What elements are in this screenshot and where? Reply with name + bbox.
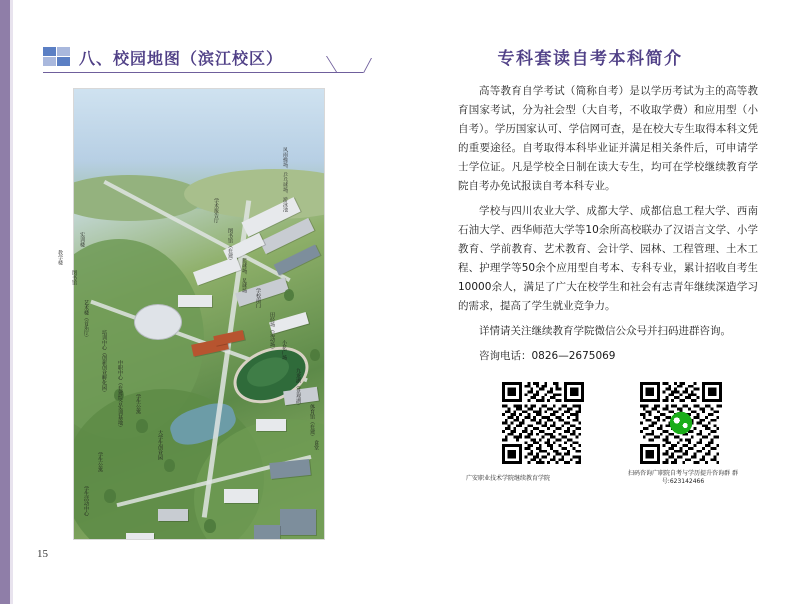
map-callout: 大学生创业园 (157, 430, 163, 460)
map-callout: 艺术楼（音乐厅） (83, 300, 89, 340)
contact-phone: 咨询电话：0826—2675069 (479, 350, 616, 362)
wechat-official-account-qr[interactable] (502, 382, 584, 464)
map-building (224, 489, 258, 503)
qr-code-row (458, 382, 758, 492)
map-tree (136, 419, 148, 433)
map-callout: 培训中心（创新创业孵化园） (101, 330, 107, 395)
map-callout: 学生公寓 (97, 452, 103, 472)
map-tree (104, 489, 116, 503)
map-building (178, 295, 212, 307)
campus-map-image (73, 88, 325, 540)
right-page (420, 0, 800, 604)
page-spine (0, 0, 10, 604)
map-tree (284, 289, 294, 301)
section-heading (43, 42, 283, 72)
article-body (458, 82, 758, 372)
map-callout: 学术报告厅 (213, 198, 219, 223)
wechat-group-qr[interactable] (640, 382, 722, 464)
map-tree (310, 349, 320, 361)
map-callout: 田径场（运动场） (269, 312, 275, 352)
map-building (256, 419, 286, 431)
map-tree (204, 519, 216, 533)
map-callout: 中职中心（在建综合实训基地） (117, 360, 123, 430)
map-callout: 篮球场、足球场 (241, 258, 247, 293)
map-callout: 图书馆（在建） (227, 228, 233, 263)
map-label: 风雨操场、乒乓球场、游泳池 (282, 147, 288, 212)
map-callout: 体育馆（在建） (309, 404, 315, 439)
qr-caption-left: 广安职业技术学院继续教育学院 (465, 475, 550, 482)
section-heading-text: 八、校园地图（滨江校区） (79, 48, 284, 68)
map-building (274, 245, 321, 276)
map-building (280, 509, 316, 535)
map-callout: 实训楼 (79, 232, 85, 247)
heading-swatch-icon (43, 47, 71, 67)
map-callout: 九龙湖（景观湖） (295, 368, 301, 408)
map-building (269, 312, 309, 334)
map-callout: 学校南门 (255, 288, 261, 308)
article-title: 专科套读自考本科简介 (497, 49, 683, 69)
qr-caption-right: 扫码咨询广职院自考与学历提升咨询群 群号:623142466 (628, 470, 738, 485)
map-callout: 教学楼 (57, 250, 63, 265)
paragraph: 学校与四川农业大学、成都大学、成都信息工程大学、西南石油大学、西华师范大学等10余所高校联办了汉语言文学、小学教育、学前教育、艺术教育、会计学、园林、工程管理、土木工程、护理学等50余个应用型自考本、专科专业，累计招收自考生10000余人，满足了广大在校学生和社会有志青年继续深造学习的需求，提高了学生就业竞争力。 (458, 205, 758, 312)
paragraph: 详情请关注继续教育学院微信公众号并扫码进群咨询。 (479, 325, 731, 337)
map-gymnasium (134, 304, 182, 340)
map-callout: 食堂 (313, 440, 319, 450)
map-callout: 图书馆 (71, 270, 77, 285)
map-building (254, 525, 280, 540)
paragraph: 高等教育自学考试（简称自考）是以学历考试为主的高等教育国家考试，分为社会型（大自考，不收取学费）和应用型（小自考）。学历国家认可、学信网可查，是在校大专生取得本科文凭的重要途径。自考取得本科毕业证并满足相关条件后，可申请学士学位证。凡是学校全日制在读大专生，均可在学校继续教育学院自考办免试报读自考本科专业。 (458, 85, 758, 192)
heading-corner-mark (326, 56, 355, 72)
map-building (126, 533, 154, 540)
map-callout: 小花广场 (281, 340, 287, 360)
map-callout: 学生公寓 (135, 394, 141, 414)
left-page (13, 0, 400, 604)
map-tree (164, 459, 175, 472)
heading-rule (43, 72, 363, 73)
map-building (158, 509, 188, 521)
map-callout: 学生活动中心 (83, 486, 89, 516)
page-number: 15 (37, 548, 48, 560)
